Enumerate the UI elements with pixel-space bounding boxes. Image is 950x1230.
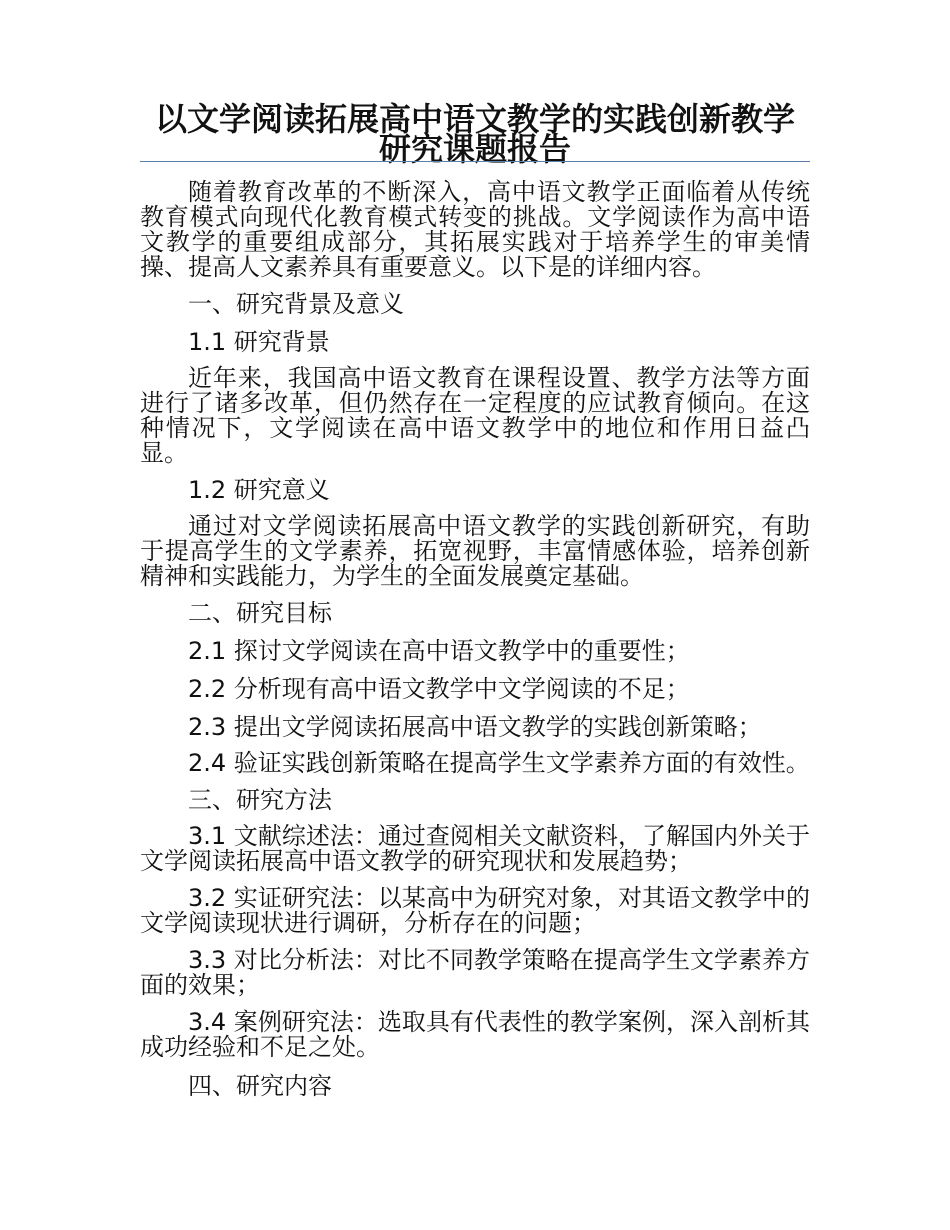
document-body: [140, 180, 810, 1110]
goal-item-2-3: 2.3 提出文学阅读拓展高中语文教学的实践创新策略；: [188, 713, 762, 741]
section-heading-1: 一、研究背景及意义: [188, 290, 404, 318]
section-heading-3: 三、研究方法: [188, 786, 332, 814]
significance-paragraph: 通过对文学阅读拓展高中语文教学的实践创新研究，有助于提高学生的文学素养，拓宽视野，丰富情感体验，培养创新精神和实践能力，为学生的全面发展奠定基础。: [140, 512, 810, 590]
title-block: [140, 100, 810, 168]
section-heading-2: 二、研究目标: [188, 599, 332, 627]
background-paragraph: 近年来，我国高中语文教育在课程设置、教学方法等方面进行了诸多改革，但仍然存在一定程度的应试教育倾向。在这种情况下，文学阅读在高中语文教学中的地位和作用日益凸显。: [140, 364, 810, 467]
method-item-3-2: 3.2 实证研究法：以某高中为研究对象，对其语文教学中的文学阅读现状进行调研，分析存在的问题；: [140, 884, 810, 937]
intro-paragraph: 随着教育改革的不断深入，高中语文教学正面临着从传统教育模式向现代化教育模式转变的挑战。文学阅读作为高中语文教学的重要组成部分，其拓展实践对于培养学生的审美情操、提高人文素养具有重要意义。以下是的详细内容。: [140, 178, 810, 281]
method-item-3-4: 3.4 案例研究法：选取具有代表性的教学案例，深入剖析其成功经验和不足之处。: [140, 1008, 810, 1061]
title-divider: [140, 161, 810, 162]
method-item-3-3: 3.3 对比分析法：对比不同教学策略在提高学生文学素养方面的效果；: [140, 946, 810, 999]
goal-item-2-4: 2.4 验证实践创新策略在提高学生文学素养方面的有效性。: [188, 749, 810, 777]
method-item-3-1: 3.1 文献综述法：通过查阅相关文献资料，了解国内外关于文学阅读拓展高中语文教学的研究现状和发展趋势；: [140, 822, 810, 875]
goal-item-2-2: 2.2 分析现有高中语文教学中文学阅读的不足；: [188, 675, 690, 703]
goal-item-2-1: 2.1 探讨文学阅读在高中语文教学中的重要性；: [188, 637, 690, 665]
subsection-heading-1-1: 1.1 研究背景: [188, 328, 330, 356]
section-heading-4: 四、研究内容: [188, 1072, 332, 1100]
page-title: 以文学阅读拓展高中语文教学的实践创新教学研究课题报告: [154, 100, 795, 168]
subsection-heading-1-2: 1.2 研究意义: [188, 476, 330, 504]
